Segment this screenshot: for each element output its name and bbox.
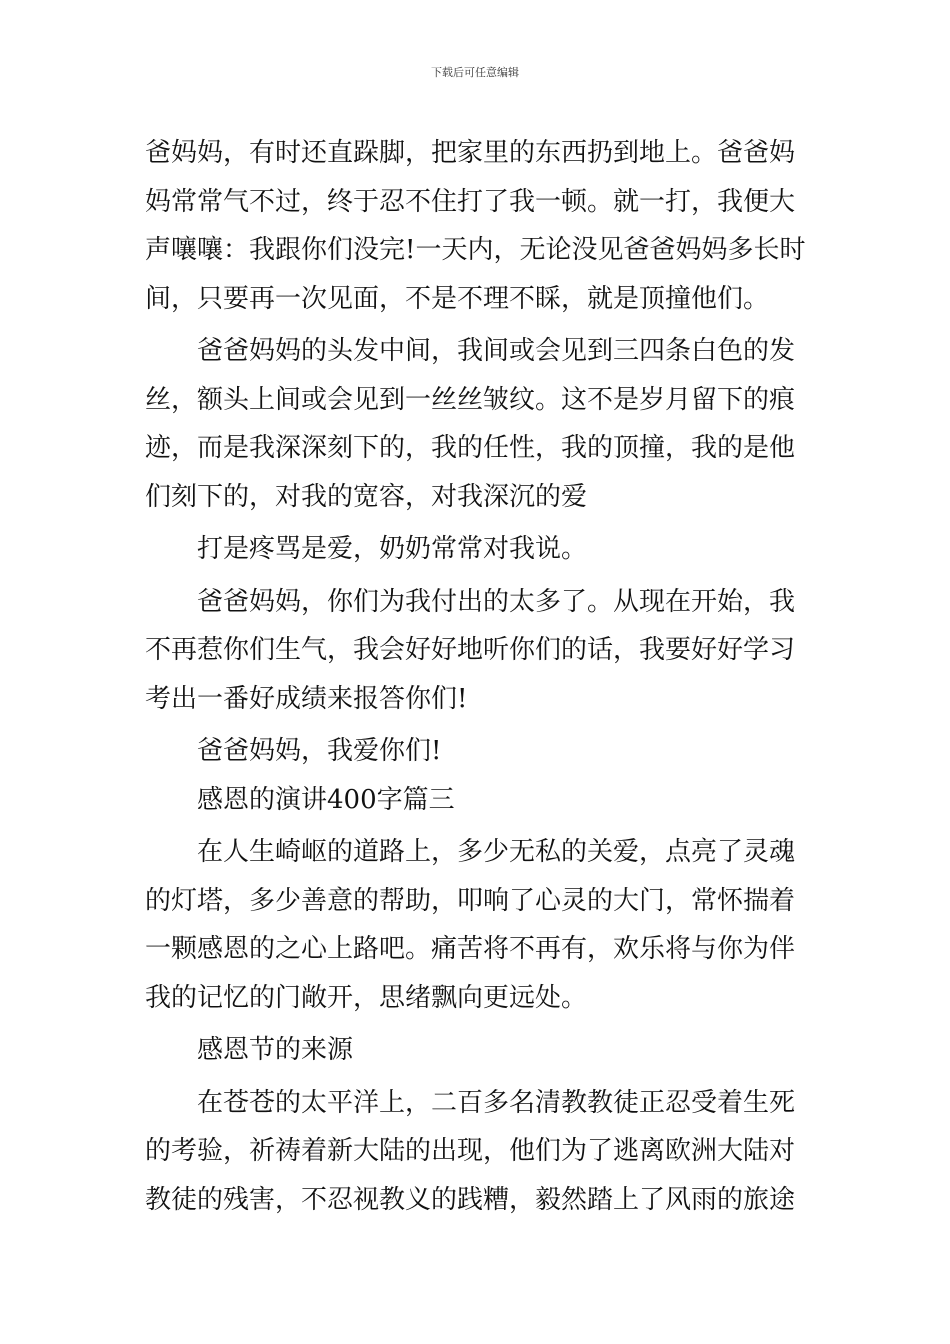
text-line: 不再惹你们生气，我会好好地听你们的话，我要好好学习 — [145, 635, 796, 665]
paragraph-first-line: 爸爸妈妈的头发中间，我间或会见到三四条白色的发 — [197, 336, 796, 366]
text-line: 间，只要再一次见面，不是不理不睬，就是顶撞他们。 — [145, 283, 770, 314]
paragraph-first-line: 在人生崎岖的道路上，多少无私的关爱，点亮了灵魂 — [197, 837, 796, 867]
text-line: 迹，而是我深深刻下的，我的任性，我的顶撞，我的是他 — [145, 433, 796, 463]
text-line: 我的记忆的门敞开，思绪飘向更远处。 — [145, 982, 588, 1013]
header-note: 下载后可任意编辑 — [431, 66, 519, 79]
text-line: 丝，额头上间或会见到一丝丝皱纹。这不是岁月留下的痕 — [145, 384, 796, 415]
text-line: 一颗感恩的之心上路吧。痛苦将不再有，欢乐将与你为伴 — [145, 934, 796, 964]
body-text — [145, 129, 807, 1224]
paragraph-first-line: 在苍苍的太平洋上，二百多名清教教徒正忍受着生死 — [197, 1087, 796, 1118]
text-line: 们刻下的，对我的宽容，对我深沉的爱 — [145, 481, 588, 512]
text-line: 爸妈妈，有时还直跺脚，把家里的东西扔到地上。爸爸妈 — [145, 138, 796, 168]
text-line: 考出一番好成绩来报答你们! — [145, 683, 468, 714]
text-line: 妈常常气不过，终于忍不住打了我一顿。就一打，我便大 — [145, 186, 796, 217]
text-line: 的灯塔，多少善意的帮助，叩响了心灵的大门，常怀揣着 — [145, 885, 796, 916]
paragraph-first-line: 爸爸妈妈，你们为我付出的太多了。从现在开始，我 — [197, 586, 796, 617]
section-heading: 感恩节的来源 — [197, 1035, 354, 1065]
text-line: 声嚷嚷：我跟你们没完!一天内，无论没见爸爸妈妈多长时 — [145, 235, 806, 265]
text-line: 教徒的残害，不忍视教义的践糟，毅然踏上了风雨的旅途 — [145, 1184, 796, 1215]
paragraph-first-line: 爸爸妈妈，我爱你们! — [197, 736, 442, 766]
section-heading: 感恩的演讲400字篇三 — [197, 784, 455, 815]
text-line: 的考验，祈祷着新大陆的出现，他们为了逃离欧洲大陆对 — [145, 1136, 796, 1166]
paragraph-first-line: 打是疼骂是爱，奶奶常常对我说。 — [197, 534, 588, 564]
